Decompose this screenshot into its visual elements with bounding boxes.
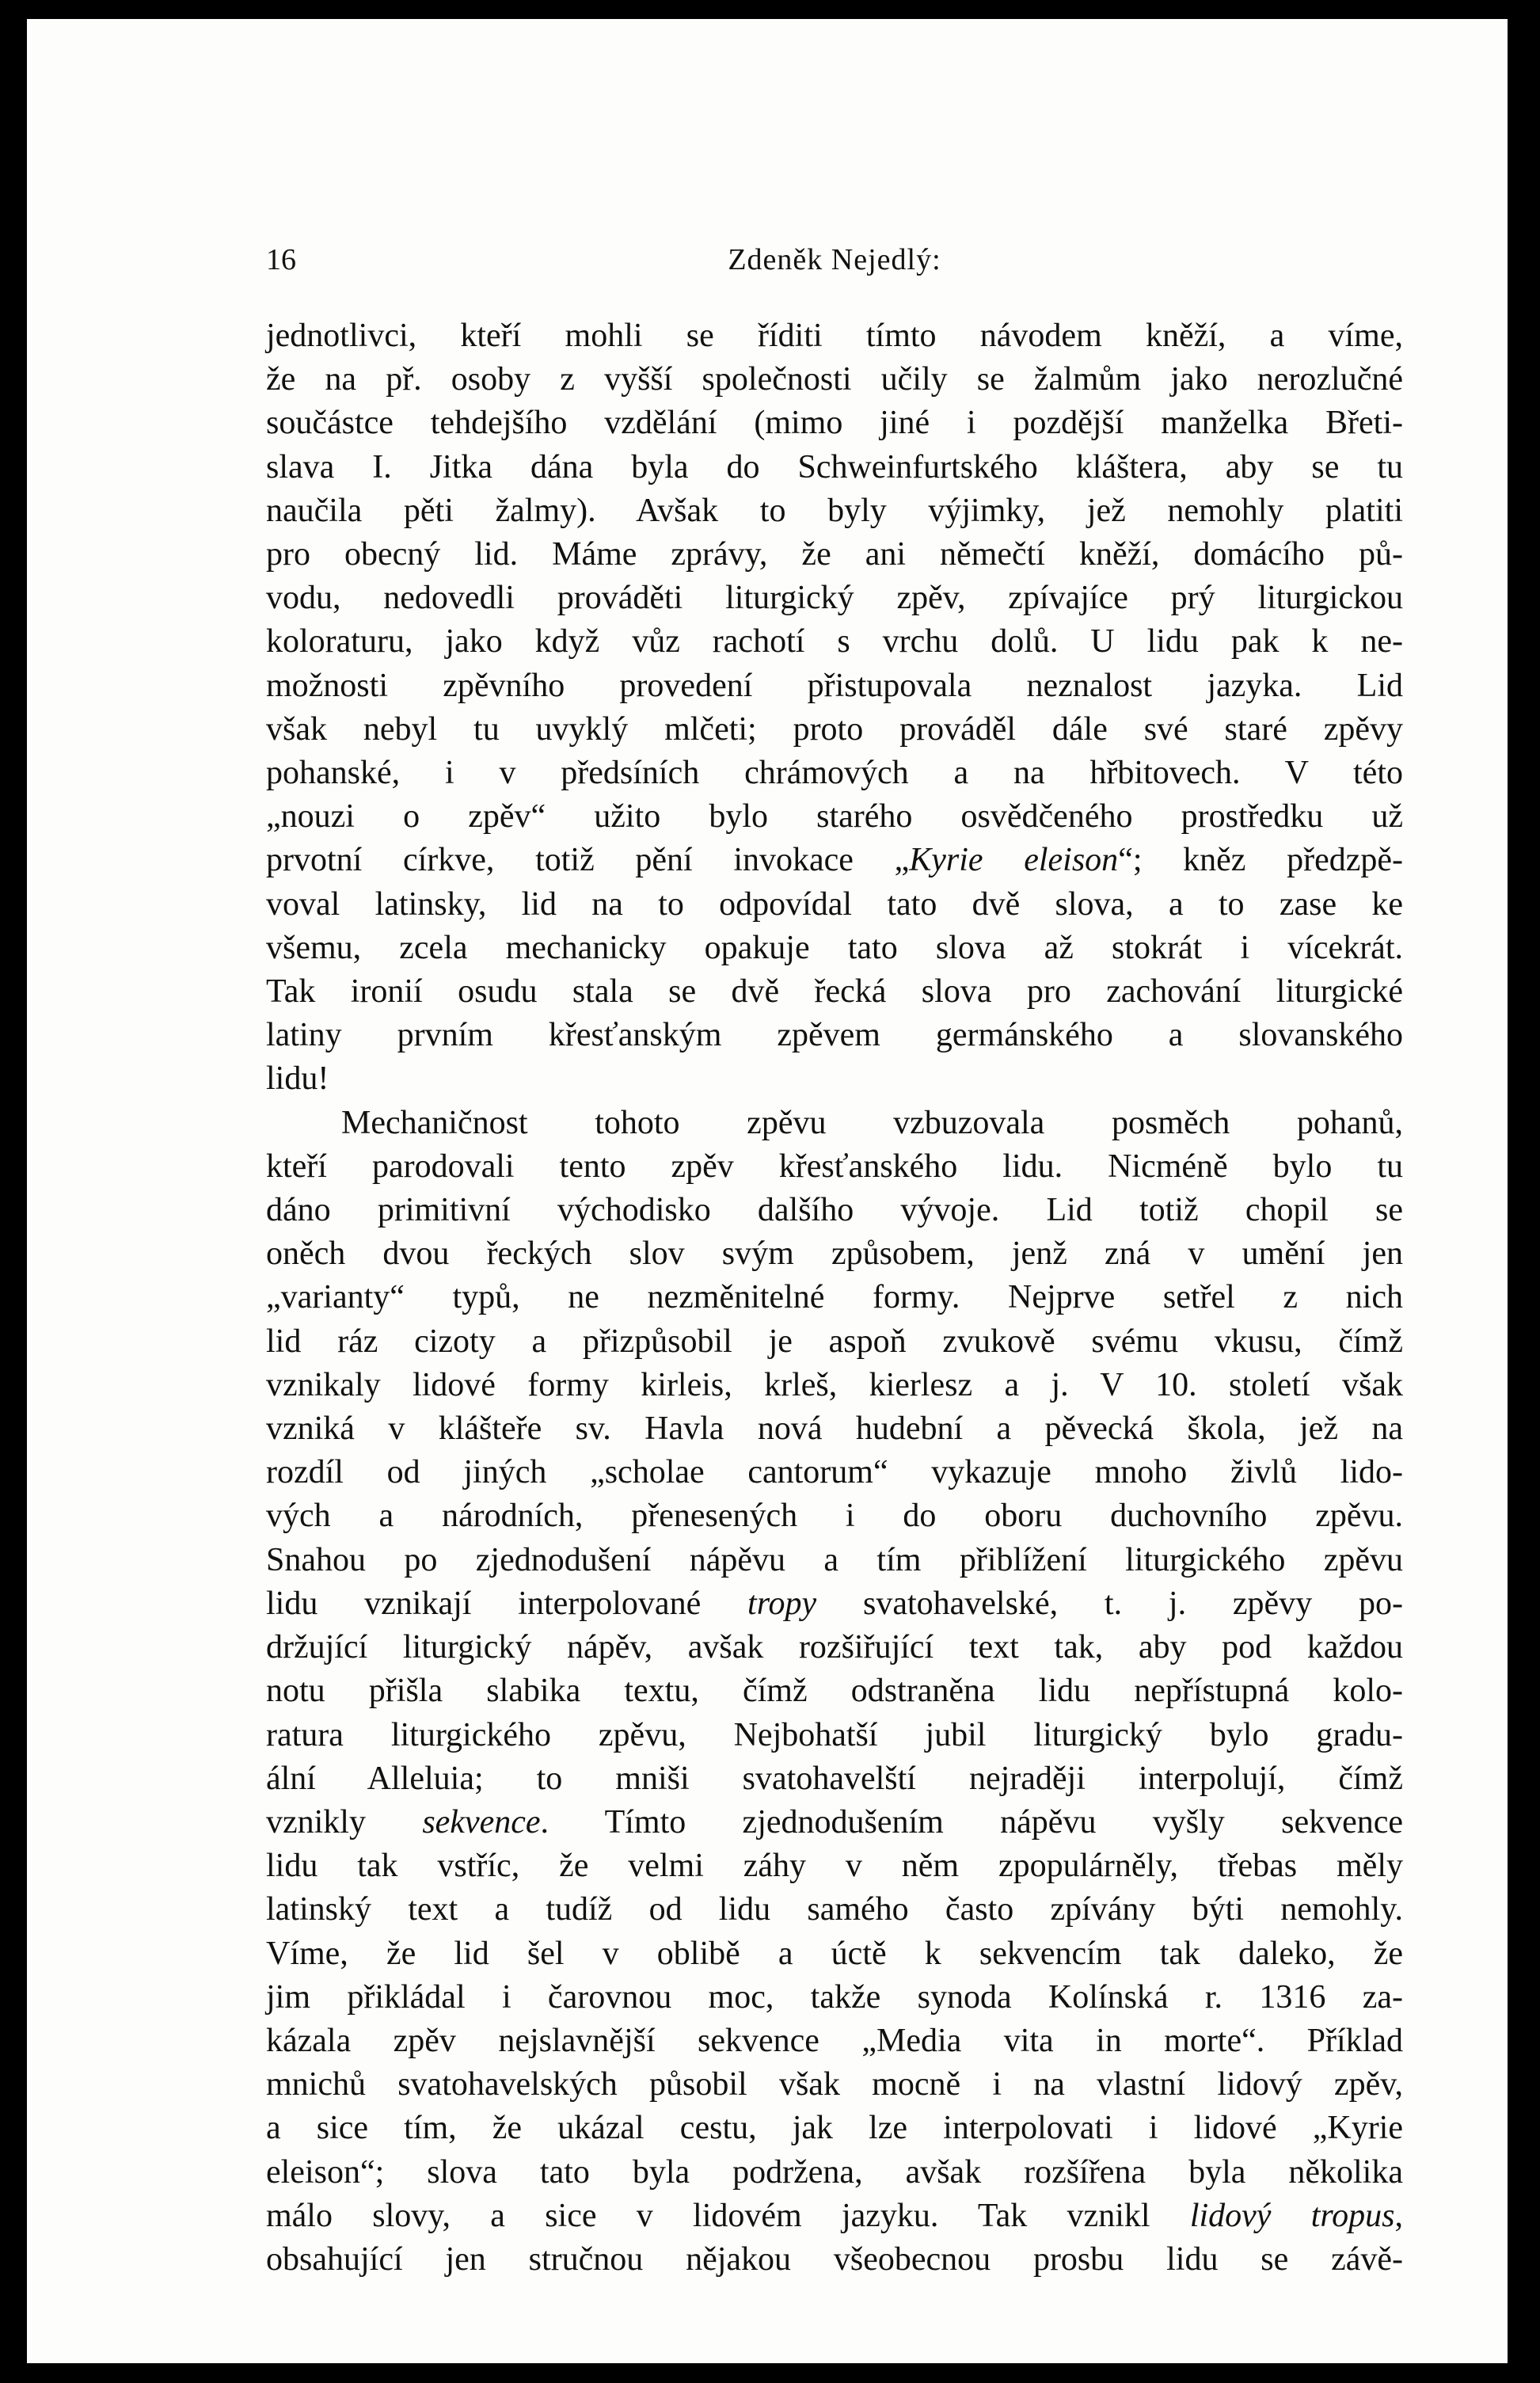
text-line: součástce tehdejšího vzdělání (mimo jiné i pozdější manželka Břeti- bbox=[266, 405, 1403, 442]
text-line: že na př. osoby z vyšší společnosti učily se žalmům jako nerozlučné bbox=[266, 361, 1403, 398]
text-line: „varianty“ typů, ne nezměnitelné formy. Nejprve setřel z nich bbox=[266, 1279, 1403, 1316]
text-line: lidu tak vstříc, že velmi záhy v něm zpopulárněly, třebas měly bbox=[266, 1848, 1403, 1885]
body-text bbox=[266, 314, 1403, 2282]
text-line: lid ráz cizoty a přizpůsobil je aspoň zvukově svému vkusu, čímž bbox=[266, 1323, 1403, 1360]
text-line: naučila pěti žalmy). Avšak to byly výjimky, jež nemohly platiti bbox=[266, 492, 1403, 529]
text-line: ratura liturgického zpěvu, Nejbohatší jubil liturgický bylo gradu- bbox=[266, 1716, 1403, 1753]
text-line: možnosti zpěvního provedení přistupovala neznalost jazyka. Lid bbox=[266, 667, 1403, 704]
text-line: jednotlivci, kteří mohli se říditi tímto návodem kněží, a víme, bbox=[266, 318, 1403, 354]
text-line: a sice tím, že ukázal cestu, jak lze interpolovati i lidové „Kyrie bbox=[266, 2110, 1403, 2147]
text-line: latiny prvním křesťanským zpěvem germánského a slovanského bbox=[266, 1017, 1403, 1054]
text-line: dáno primitivní východisko dalšího vývoje. Lid totiž chopil se bbox=[266, 1192, 1403, 1229]
text-line: držující liturgický nápěv, avšak rozšiřující text tak, aby pod každou bbox=[266, 1629, 1403, 1666]
page-number: 16 bbox=[266, 243, 296, 276]
text-line: oněch dvou řeckých slov svým způsobem, jenž zná v umění jen bbox=[266, 1235, 1403, 1273]
text-line: eleison“; slova tato byla podržena, avšak rozšířena byla několika bbox=[266, 2153, 1403, 2191]
text-line: lidu vznikají interpolované tropy svatohavelské, t. j. zpěvy po- bbox=[266, 1585, 1404, 1622]
page-header bbox=[266, 242, 1403, 290]
text-line: málo slovy, a sice v lidovém jazyku. Tak vznikl lidový tropus, bbox=[266, 2197, 1404, 2234]
text-line: vzniká v klášteře sv. Havla nová hudební a pěvecká škola, jež na bbox=[266, 1410, 1403, 1448]
text-line: všemu, zcela mechanicky opakuje tato slova až stokrát i vícekrát. bbox=[266, 929, 1403, 966]
text-line: kázala zpěv nejslavnější sekvence „Media vita in morte“. Příklad bbox=[266, 2022, 1403, 2059]
text-line: rozdíl od jiných „scholae cantorum“ vykazuje mnoho živlů lido- bbox=[266, 1454, 1403, 1491]
text-line: voval latinsky, lid na to odpovídal tato dvě slova, a to zase ke bbox=[266, 885, 1403, 923]
book-page bbox=[27, 19, 1508, 2363]
text-line: vznikly sekvence. Tímto zjednodušením nápěvu vyšly sekvence bbox=[266, 1803, 1404, 1841]
italic-term: sekvence bbox=[422, 1803, 541, 1841]
text-line: prvotní církve, totiž pění invokace „Kyrie eleison“; kněz předzpě- bbox=[266, 842, 1403, 879]
text-line: koloraturu, jako když vůz rachotí s vrchu dolů. U lidu pak k ne- bbox=[266, 623, 1403, 660]
text-line: vých a národních, přenesených i do oboru duchovního zpěvu. bbox=[266, 1498, 1403, 1535]
text-line: mnichů svatohavelských působil však mocně i na vlastní lidový zpěv, bbox=[266, 2066, 1403, 2103]
text-line: vznikaly lidové formy kirleis, krleš, kierlesz a j. V 10. století však bbox=[266, 1366, 1403, 1403]
text-line: ální Alleluia; to mniši svatohavelští nejraději interpolují, čímž bbox=[266, 1760, 1403, 1797]
text-line: „nouzi o zpěv“ užito bylo starého osvědčeného prostředku už bbox=[266, 798, 1403, 836]
text-line: pohanské, i v předsíních chrámových a na hřbitovech. V této bbox=[266, 755, 1403, 792]
text-line: Snahou po zjednodušení nápěvu a tím přiblížení liturgického zpěvu bbox=[266, 1541, 1403, 1578]
running-head: Zdeněk Nejedlý: bbox=[728, 243, 941, 276]
text-line: jim přikládal i čarovnou moc, takže synoda Kolínská r. 1316 za- bbox=[266, 1978, 1403, 2016]
text-line: obsahující jen stručnou nějakou všeobecnou prosbu lidu se závě- bbox=[266, 2240, 1403, 2278]
text-line: notu přišla slabika textu, čímž odstraněna lidu nepřístupná kolo- bbox=[266, 1673, 1403, 1710]
text-line: kteří parodovali tento zpěv křesťanského lidu. Nicméně bylo tu bbox=[266, 1148, 1403, 1185]
text-line: vodu, nedovedli prováděti liturgický zpěv, zpívajíce prý liturgickou bbox=[266, 580, 1403, 617]
text-line: Mechaničnost tohoto zpěvu vzbuzovala posměch pohanů, bbox=[341, 1104, 1403, 1141]
text-line: latinský text a tudíž od lidu samého často zpívány býti nemohly. bbox=[266, 1891, 1403, 1928]
italic-term: tropy bbox=[747, 1585, 817, 1622]
text-line: lidu! bbox=[266, 1060, 329, 1098]
text-line: slava I. Jitka dána byla do Schweinfurtského kláštera, aby se tu bbox=[266, 448, 1403, 485]
text-line: však nebyl tu uvyklý mlčeti; proto prováděl dále své staré zpěvy bbox=[266, 710, 1403, 748]
text-line: Víme, že lid šel v oblibě a úctě k sekvencím tak daleko, že bbox=[266, 1935, 1403, 1972]
text-line: pro obecný lid. Máme zprávy, že ani němečtí kněží, domácího pů- bbox=[266, 536, 1403, 573]
italic-term: Kyrie eleison bbox=[909, 842, 1119, 879]
text-line: Tak ironií osudu stala se dvě řecká slova pro zachování liturgické bbox=[266, 973, 1403, 1011]
italic-term: lidový tropus bbox=[1189, 2197, 1395, 2234]
